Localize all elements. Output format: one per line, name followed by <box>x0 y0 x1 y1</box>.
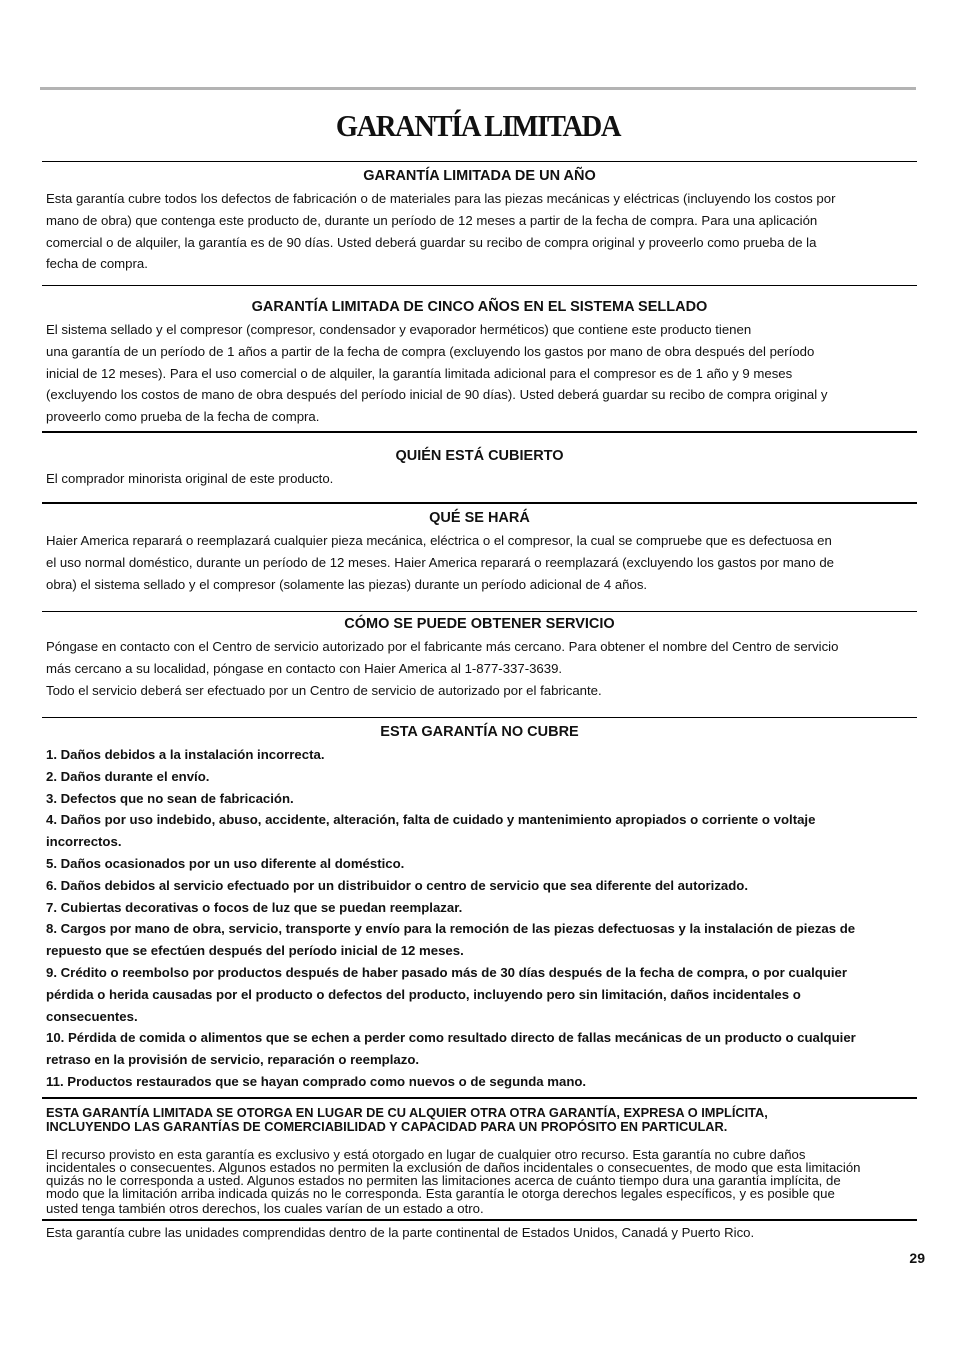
section-body-sealed-system <box>46 319 912 428</box>
section-divider <box>42 161 917 162</box>
section-body-one-year <box>46 188 912 275</box>
text-line: quizás no le corresponda a usted. Algunos estados no permiten las limitaciones acerca de cuánto tiempo dura una garantía implícita, de <box>46 1173 841 1188</box>
text-line: Esta garantía cubre todos los defectos de fabricación o de materiales para las piezas mecánicas y eléctricas (incluyendo los costos por <box>46 191 836 206</box>
exclusions-list <box>46 744 912 1093</box>
disclaimer-body <box>46 1148 914 1215</box>
text-line: El sistema sellado y el compresor (compresor, condensador y evaporador herméticos) que contiene este producto tienen <box>46 322 752 337</box>
text-line: Haier America reparará o reemplazará cualquier pieza mecánica, eléctrica o el compresor, la cual se compruebe que es defectuosa en <box>46 533 832 548</box>
text-line: más cercano a su localidad, póngase en contacto con Haier America al 1-877-337-3639. <box>46 660 563 676</box>
text-line: una garantía de un período de 1 años a partir de la fecha de compra (excluyendo los gastos por mano de obra después del período <box>46 343 815 359</box>
section-heading-one-year: GARANTÍA LIMITADA DE UN AÑO <box>363 168 596 184</box>
section-heading-not-covered: ESTA GARANTÍA NO CUBRE <box>380 724 579 740</box>
text-line: INCLUYENDO LAS GARANTÍAS DE COMERCIABILIDAD Y CAPACIDAD PARA UN PROPÓSITO EN PARTICULAR. <box>46 1119 728 1134</box>
coverage-area-note <box>46 1222 912 1244</box>
section-heading-what-done: QUÉ SE HARÁ <box>429 510 530 526</box>
section-divider <box>42 285 917 286</box>
list-item: 1. Daños debidos a la instalación incorrecta. <box>46 747 325 762</box>
list-item: 4. Daños por uso indebido, abuso, accidente, alteración, falta de cuidado y mantenimiento apropiados o corriente o voltaje <box>46 812 816 828</box>
disclaimer-heading <box>46 1106 912 1134</box>
list-item: 10. Pérdida de comida o alimentos que se echen a perder como resultado directo de fallas mecánicas de un producto o cualquier <box>46 1030 856 1046</box>
section-heading-sealed-system: GARANTÍA LIMITADA DE CINCO AÑOS EN EL SISTEMA SELLADO <box>251 299 708 315</box>
section-body-service <box>46 636 912 701</box>
list-item: consecuentes. <box>46 1008 138 1024</box>
list-item: 2. Daños durante el envío. <box>46 768 210 784</box>
list-item: 7. Cubiertas decorativas o focos de luz que se puedan reemplazar. <box>46 899 463 915</box>
list-item: 9. Crédito o reembolso por productos después de haber pasado más de 30 días después de la fecha de compra, o por cualquier <box>46 964 847 980</box>
text-line: el uso normal doméstico, durante un período de 12 meses. Haier America reparará o reemplazará (excluyendo los gastos por mano de <box>46 554 835 570</box>
text-line: Todo el servicio deberá ser efectuado por un Centro de servicio de autorizado por el fabricante. <box>46 682 602 698</box>
text-line: comercial o de alquiler, la garantía es de 90 días. Usted deberá guardar su recibo de compra original y proveerlo como prueba de la <box>46 234 817 250</box>
text-line: modo que la limitación arriba indicada quizás no le corresponda. Esta garantía le otorga derechos legales específicos, y es posible que <box>46 1186 835 1201</box>
text-line: Póngase en contacto con el Centro de servicio autorizado por el fabricante más cercano. Para obtener el nombre del Centro de servicio <box>46 639 839 654</box>
list-item: 5. Daños ocasionados por un uso diferente al doméstico. <box>46 855 405 871</box>
text-line: fecha de compra. <box>46 256 148 272</box>
text-line: obra) el sistema sellado y el compresor (solamente las piezas) durante un período adicional de 4 años. <box>46 576 648 592</box>
text-line: Esta garantía cubre las unidades comprendidas dentro de la parte continental de Estados Unidos, Canadá y Puerto Rico. <box>46 1225 755 1240</box>
text-line: mano de obra) que contenga este producto de, durante un período de 12 meses a partir de la fecha de compra. Para una aplicación <box>46 212 818 228</box>
text-line: inicial de 12 meses). Para el uso comercial o de alquiler, la garantía limitada adicional para el compresor es de 1 año y 9 meses <box>46 365 793 381</box>
section-divider <box>42 611 917 612</box>
list-item: pérdida o herida causadas por el producto o defectos del producto, incluyendo pero sin limitación, daños incidentales o <box>46 986 801 1002</box>
section-body-who-covered <box>46 468 912 490</box>
text-line: usted tenga también otros derechos, los cuales varían de un estado a otro. <box>46 1201 484 1216</box>
section-body-what-done <box>46 530 912 595</box>
list-item: retraso en la provisión de servicio, reparación o reemplazo. <box>46 1052 420 1068</box>
list-item: repuesto que se efectúen después del período inicial de 12 meses. <box>46 943 464 959</box>
text-line: incidentales o consecuentes. Algunos estados no permiten la exclusión de daños incidentales o consecuentes, de modo que esta limitación <box>46 1160 861 1175</box>
section-heading-service: CÓMO SE PUEDE OBTENER SERVICIO <box>344 616 615 632</box>
text-line: (excluyendo los costos de mano de obra después del período inicial de 90 días). Usted deberá guardar su recibo de compra original y <box>46 387 828 403</box>
top-divider <box>40 87 916 90</box>
text-line: proveerlo como prueba de la fecha de compra. <box>46 409 320 425</box>
section-divider <box>42 717 917 718</box>
section-divider <box>42 502 917 504</box>
list-item: 3. Defectos que no sean de fabricación. <box>46 790 294 806</box>
page-number: 29 <box>909 1250 925 1266</box>
section-divider <box>42 1097 917 1099</box>
page-title: GARANTÍA LIMITADA <box>335 108 621 143</box>
section-divider <box>42 431 917 433</box>
text-line: El comprador minorista original de este producto. <box>46 471 334 486</box>
section-heading-who-covered: QUIÉN ESTÁ CUBIERTO <box>395 448 564 464</box>
list-item: 6. Daños debidos al servicio efectuado por un distribuidor o centro de servicio que sea diferente del autorizado. <box>46 877 749 893</box>
list-item: 8. Cargos por mano de obra, servicio, transporte y envío para la remoción de las piezas defectuosas y la instalación de piezas de <box>46 921 856 937</box>
list-item: 11. Productos restaurados que se hayan comprado como nuevos o de segunda mano. <box>46 1073 587 1089</box>
text-line: El recurso provisto en esta garantía es exclusivo y está otorgado en lugar de cualquier otro recurso. Esta garantía no cubre daños <box>46 1147 806 1162</box>
text-line: ESTA GARANTÍA LIMITADA SE OTORGA EN LUGAR DE CU ALQUIER OTRA OTRA GARANTÍA, EXPRESA O IMPLÍCITA, <box>46 1105 768 1120</box>
list-item: incorrectos. <box>46 834 122 850</box>
section-divider <box>42 1219 917 1221</box>
